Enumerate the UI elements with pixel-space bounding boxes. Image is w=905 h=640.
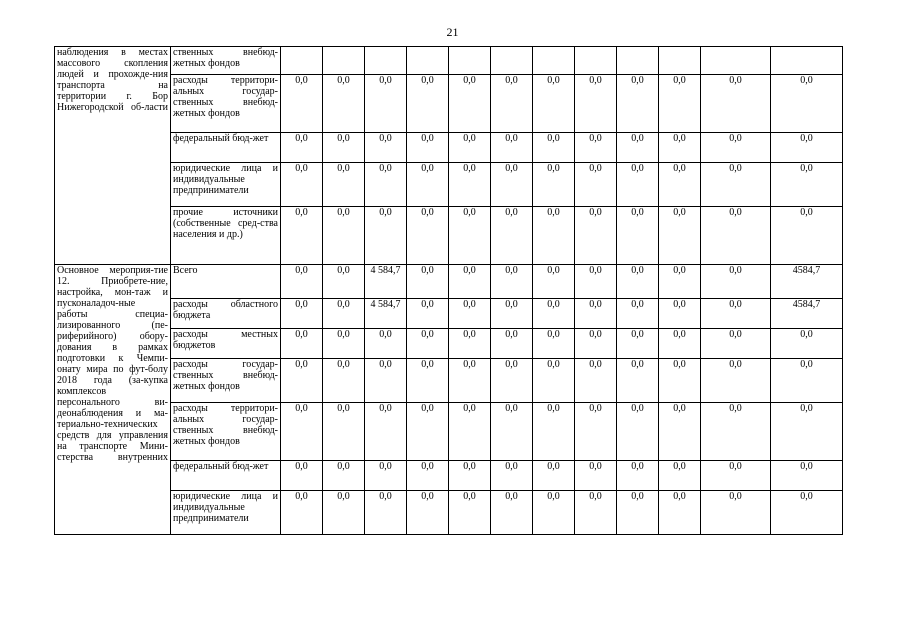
value-cell: 0,0 [533,75,575,133]
value-cell: 0,0 [575,329,617,359]
value-cell: 0,0 [323,491,365,535]
value-cell: 0,0 [575,207,617,265]
value-cell: 4584,7 [771,299,843,329]
funding-source: расходы территори-альных государ-ственных внебюд-жетных фондов [171,75,281,133]
value-cell: 0,0 [701,403,771,461]
value-cell: 0,0 [659,461,701,491]
value-cell: 0,0 [491,359,533,403]
value-cell: 0,0 [449,133,491,163]
value-cell: 0,0 [701,329,771,359]
value-cell: 0,0 [281,163,323,207]
value-cell [323,47,365,75]
value-cell: 0,0 [659,329,701,359]
value-cell: 0,0 [771,403,843,461]
value-cell: 0,0 [491,299,533,329]
activity-description: Основное мероприя-тие 12. Приобрете-ние, настройка, мон-таж и пусконаладоч-ные работы специа-лизированного (пе-риферийного) обору-дования в рамках подготовки к Чемпи-онату мира по фут-болу 2018 года (за-купка комплексов персонального ви-деонаблюдения и ма-териально-технических средств для управления на транспорте Мини-стерства внутренних [55,265,171,535]
value-cell: 0,0 [281,359,323,403]
value-cell: 0,0 [281,329,323,359]
table-row [55,207,843,265]
value-cell: 0,0 [407,299,449,329]
value-cell: 0,0 [771,329,843,359]
value-cell: 0,0 [575,299,617,329]
value-cell: 0,0 [575,403,617,461]
value-cell: 0,0 [617,359,659,403]
value-cell: 0,0 [701,461,771,491]
value-cell: 0,0 [407,403,449,461]
value-cell: 0,0 [407,265,449,299]
value-cell: 0,0 [701,359,771,403]
value-cell: 0,0 [365,75,407,133]
value-cell: 0,0 [323,403,365,461]
value-cell [533,47,575,75]
value-cell: 0,0 [365,207,407,265]
value-cell: 0,0 [659,265,701,299]
value-cell: 0,0 [407,207,449,265]
value-cell: 0,0 [575,265,617,299]
value-cell: 0,0 [533,491,575,535]
value-cell: 0,0 [323,265,365,299]
value-cell: 0,0 [771,133,843,163]
value-cell: 0,0 [659,299,701,329]
value-cell: 0,0 [617,461,659,491]
value-cell [771,47,843,75]
value-cell: 0,0 [617,133,659,163]
value-cell [281,47,323,75]
table-row [55,75,843,133]
value-cell [491,47,533,75]
value-cell: 0,0 [323,299,365,329]
value-cell: 0,0 [281,133,323,163]
funding-source: расходы областного бюджета [171,299,281,329]
table-row [55,329,843,359]
value-cell: 0,0 [659,163,701,207]
value-cell: 0,0 [533,133,575,163]
value-cell: 0,0 [365,359,407,403]
value-cell: 0,0 [491,403,533,461]
activity-description: наблюдения в местах массового скопления людей и прохожде-ния транспорта на территории г. Бор Нижегородской об-ласти [55,47,171,265]
funding-source: юридические лица и индивидуальные предприниматели [171,491,281,535]
value-cell: 0,0 [365,491,407,535]
value-cell: 0,0 [407,329,449,359]
value-cell: 4 584,7 [365,299,407,329]
value-cell: 0,0 [281,265,323,299]
value-cell: 0,0 [323,75,365,133]
value-cell: 0,0 [407,163,449,207]
funding-source: расходы местных бюджетов [171,329,281,359]
value-cell: 0,0 [617,403,659,461]
value-cell: 0,0 [575,75,617,133]
value-cell: 0,0 [617,75,659,133]
value-cell [701,47,771,75]
value-cell: 0,0 [365,329,407,359]
value-cell: 0,0 [771,163,843,207]
value-cell: 0,0 [281,207,323,265]
value-cell: 0,0 [575,133,617,163]
value-cell: 0,0 [323,163,365,207]
value-cell [407,47,449,75]
budget-table [54,46,843,535]
value-cell [449,47,491,75]
budget-table-body [55,47,843,535]
funding-source: расходы государ-ственных внебюд-жетных фондов [171,359,281,403]
value-cell: 0,0 [281,491,323,535]
value-cell: 0,0 [323,461,365,491]
table-row [55,359,843,403]
value-cell: 0,0 [365,133,407,163]
value-cell: 0,0 [701,491,771,535]
value-cell: 0,0 [575,461,617,491]
value-cell: 0,0 [533,329,575,359]
value-cell: 0,0 [281,461,323,491]
value-cell: 0,0 [575,359,617,403]
table-row [55,491,843,535]
value-cell: 0,0 [533,299,575,329]
table-row [55,403,843,461]
value-cell: 0,0 [365,403,407,461]
value-cell: 0,0 [449,359,491,403]
value-cell: 4584,7 [771,265,843,299]
funding-source: федеральный бюд-жет [171,461,281,491]
value-cell: 0,0 [491,163,533,207]
funding-source: федеральный бюд-жет [171,133,281,163]
value-cell: 0,0 [659,207,701,265]
table-row [55,163,843,207]
value-cell: 0,0 [323,359,365,403]
value-cell: 0,0 [491,265,533,299]
value-cell: 0,0 [659,403,701,461]
value-cell: 0,0 [281,75,323,133]
value-cell: 0,0 [617,299,659,329]
value-cell [617,47,659,75]
value-cell: 0,0 [617,207,659,265]
value-cell: 0,0 [617,491,659,535]
value-cell: 0,0 [659,359,701,403]
value-cell: 0,0 [449,461,491,491]
value-cell: 0,0 [449,299,491,329]
value-cell: 0,0 [533,265,575,299]
value-cell: 0,0 [771,75,843,133]
value-cell [365,47,407,75]
value-cell: 0,0 [449,491,491,535]
value-cell: 0,0 [575,163,617,207]
table-row [55,47,843,75]
value-cell: 0,0 [281,299,323,329]
value-cell: 4 584,7 [365,265,407,299]
value-cell: 0,0 [659,133,701,163]
value-cell: 0,0 [659,491,701,535]
funding-source: ственных внебюд-жетных фондов [171,47,281,75]
table-row [55,461,843,491]
funding-source: прочие источники (собственные сред-ства населения и др.) [171,207,281,265]
value-cell: 0,0 [701,133,771,163]
value-cell: 0,0 [449,163,491,207]
value-cell: 0,0 [617,163,659,207]
value-cell: 0,0 [449,265,491,299]
value-cell: 0,0 [533,163,575,207]
value-cell: 0,0 [771,461,843,491]
value-cell: 0,0 [407,133,449,163]
value-cell: 0,0 [771,359,843,403]
value-cell: 0,0 [491,133,533,163]
value-cell: 0,0 [449,75,491,133]
value-cell: 0,0 [491,491,533,535]
value-cell [659,47,701,75]
value-cell: 0,0 [449,329,491,359]
value-cell: 0,0 [323,329,365,359]
value-cell: 0,0 [323,207,365,265]
value-cell: 0,0 [407,491,449,535]
value-cell: 0,0 [407,359,449,403]
value-cell: 0,0 [365,461,407,491]
value-cell: 0,0 [701,299,771,329]
value-cell: 0,0 [533,359,575,403]
value-cell [575,47,617,75]
funding-source: Всего [171,265,281,299]
value-cell: 0,0 [533,461,575,491]
table-row [55,299,843,329]
page-number: 21 [446,25,459,39]
value-cell: 0,0 [491,207,533,265]
value-cell: 0,0 [617,265,659,299]
table-row [55,265,843,299]
value-cell: 0,0 [701,265,771,299]
value-cell: 0,0 [491,461,533,491]
funding-source: расходы территори-альных государ-ственных внебюд-жетных фондов [171,403,281,461]
value-cell: 0,0 [771,491,843,535]
value-cell: 0,0 [407,461,449,491]
funding-source: юридические лица и индивидуальные предприниматели [171,163,281,207]
value-cell: 0,0 [365,163,407,207]
value-cell: 0,0 [533,403,575,461]
table-row [55,133,843,163]
value-cell: 0,0 [491,329,533,359]
value-cell: 0,0 [533,207,575,265]
value-cell: 0,0 [407,75,449,133]
value-cell: 0,0 [323,133,365,163]
value-cell: 0,0 [281,403,323,461]
value-cell: 0,0 [491,75,533,133]
value-cell: 0,0 [659,75,701,133]
value-cell: 0,0 [701,163,771,207]
value-cell: 0,0 [617,329,659,359]
value-cell: 0,0 [575,491,617,535]
value-cell: 0,0 [771,207,843,265]
value-cell: 0,0 [449,207,491,265]
value-cell: 0,0 [701,207,771,265]
value-cell: 0,0 [701,75,771,133]
value-cell: 0,0 [449,403,491,461]
